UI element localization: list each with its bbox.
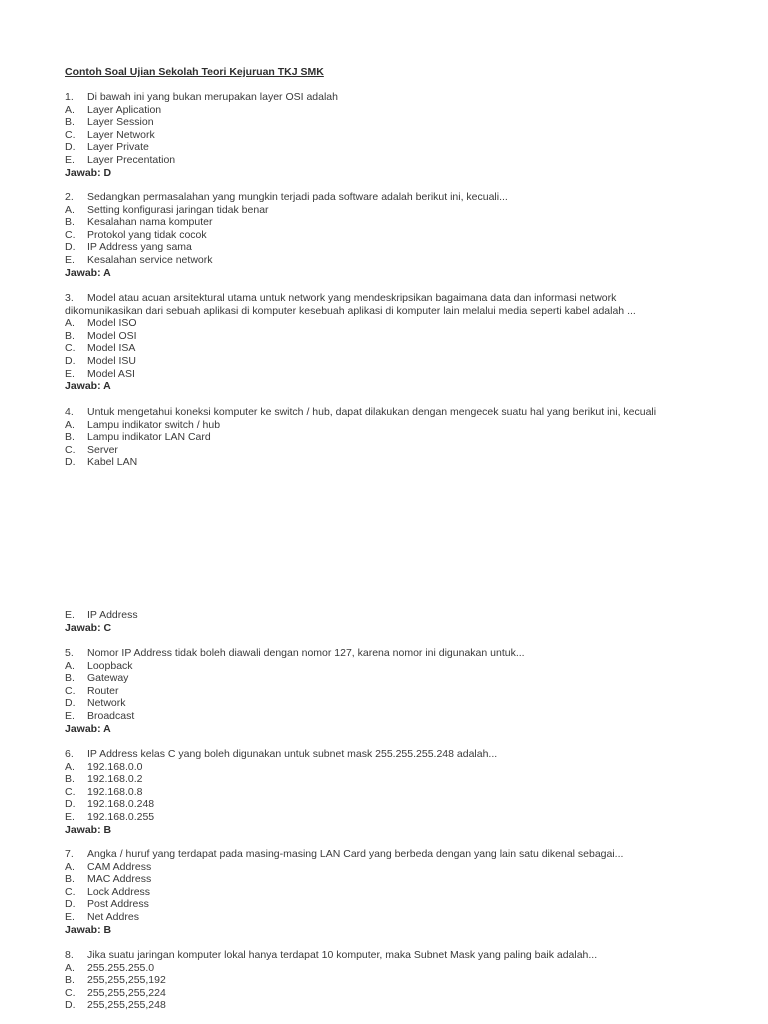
option-b [65, 116, 705, 129]
option-text: MAC Address [87, 873, 152, 886]
option-text: Layer Precentation [87, 153, 176, 166]
answer-key: Jawab: B [65, 923, 112, 936]
option-text: 255,255,255,192 [87, 974, 166, 987]
option-c [65, 786, 705, 799]
option-text: Lampu indikator switch / hub [87, 418, 221, 431]
option-text: Router [87, 684, 119, 697]
question-stem [65, 647, 705, 660]
question-3 [65, 292, 705, 393]
option-text: IP Address [87, 609, 138, 621]
option-letter: B. [65, 216, 75, 229]
question-stem [65, 91, 705, 104]
option-letter: A. [65, 103, 75, 116]
option-text: Broadcast [87, 709, 135, 722]
option-text: Layer Aplication [87, 103, 162, 116]
option-letter: A. [65, 317, 75, 330]
answer-key: Jawab: C [65, 621, 112, 634]
option-letter: C. [65, 342, 76, 355]
option-text: Model ISU [87, 354, 137, 367]
question-text: Nomor IP Address tidak boleh diawali dengan nomor 127, karena nomor ini digunakan untuk... [87, 647, 525, 659]
option-letter: E. [65, 910, 75, 923]
option-b [65, 873, 705, 886]
option-d [65, 999, 705, 1012]
option-letter: E. [65, 709, 75, 722]
option-text: 192.168.0.2 [87, 773, 143, 786]
option-b [65, 672, 705, 685]
option-text: Kesalahan nama komputer [87, 216, 213, 229]
option-letter: E. [65, 253, 75, 266]
option-letter: A. [65, 203, 75, 216]
question-text: Jika suatu jaringan komputer lokal hanya terdapat 10 komputer, maka Subnet Mask yang paling baik adalah... [87, 949, 598, 961]
option-letter: B. [65, 329, 75, 342]
option-letter: D. [65, 999, 76, 1012]
question-2 [65, 191, 705, 279]
question-text: Untuk mengetahui koneksi komputer ke switch / hub, dapat dilakukan dengan mengecek suatu hal yang berikut ini, kecuali [87, 406, 657, 418]
question-stem [65, 406, 705, 419]
option-letter: C. [65, 885, 76, 898]
option-a [65, 660, 705, 673]
question-8 [65, 949, 705, 1012]
option-text: 255,255,255,248 [87, 999, 166, 1012]
option-e [65, 368, 705, 381]
option-c [65, 342, 705, 355]
question-stem [65, 292, 705, 305]
option-text: Lock Address [87, 885, 151, 898]
question-text-continuation: dikomunikasikan dari sebuah aplikasi di komputer kesebuah aplikasi di komputer lain melalui media seperti kabel adalah ... [65, 304, 636, 317]
option-d [65, 355, 705, 368]
option-d [65, 697, 705, 710]
option-a [65, 761, 705, 774]
question-6 [65, 748, 705, 836]
question-text: Sedangkan permasalahan yang mungkin terjadi pada software adalah berikut ini, kecuali... [87, 191, 508, 203]
answer-key: Jawab: A [65, 266, 111, 279]
option-text: Net Addres [87, 910, 139, 923]
question-stem [65, 848, 705, 861]
option-d [65, 141, 705, 154]
option-text: 192.168.0.255 [87, 810, 155, 823]
option-c [65, 987, 705, 1000]
option-a [65, 419, 705, 432]
question-number: 5. [65, 647, 74, 659]
question-7 [65, 848, 705, 936]
question-number: 6. [65, 748, 74, 760]
option-letter: D. [65, 697, 76, 710]
option-text: Kabel LAN [87, 456, 138, 469]
option-b [65, 773, 705, 786]
option-letter: A. [65, 860, 75, 873]
option-c [65, 886, 705, 899]
option-letter: A. [65, 418, 75, 431]
option-letter: A. [65, 760, 75, 773]
option-b [65, 431, 705, 444]
option-text: Setting konfigurasi jaringan tidak benar [87, 203, 269, 216]
answer-key: Jawab: A [65, 722, 111, 735]
option-text: Layer Network [87, 128, 155, 141]
option-text: Layer Private [87, 141, 149, 154]
option-e [65, 609, 705, 622]
option-e [65, 254, 705, 267]
question-text: IP Address kelas C yang boleh digunakan untuk subnet mask 255.255.255.248 adalah... [87, 748, 498, 760]
option-letter: D. [65, 241, 76, 254]
option-d [65, 456, 705, 469]
answer-key: Jawab: B [65, 823, 112, 836]
option-e [65, 911, 705, 924]
option-text: IP Address yang sama [87, 241, 192, 254]
option-text: Network [87, 697, 126, 710]
option-letter: B. [65, 116, 75, 129]
option-letter: E. [65, 609, 75, 621]
option-text: Model OSI [87, 329, 137, 342]
question-4-continued [65, 609, 705, 634]
question-number: 1. [65, 91, 74, 103]
option-letter: C. [65, 443, 76, 456]
option-letter: D. [65, 798, 76, 811]
question-number: 3. [65, 292, 74, 304]
option-letter: D. [65, 354, 76, 367]
option-text: Lampu indikator LAN Card [87, 431, 211, 444]
question-number: 2. [65, 191, 74, 203]
option-text: Kesalahan service network [87, 253, 213, 266]
option-d [65, 241, 705, 254]
option-letter: B. [65, 672, 75, 685]
option-letter: B. [65, 431, 75, 444]
option-d [65, 798, 705, 811]
option-a [65, 962, 705, 975]
option-text: 255.255.255.0 [87, 961, 155, 974]
option-e [65, 811, 705, 824]
question-1 [65, 91, 705, 179]
option-text: Model ISO [87, 317, 137, 330]
option-d [65, 898, 705, 911]
option-text: 192.168.0.0 [87, 760, 143, 773]
option-letter: B. [65, 974, 75, 987]
option-a [65, 104, 705, 117]
option-letter: D. [65, 141, 76, 154]
option-letter: A. [65, 961, 75, 974]
option-text: CAM Address [87, 860, 152, 873]
option-letter: C. [65, 684, 76, 697]
document-title: Contoh Soal Ujian Sekolah Teori Kejuruan TKJ SMK [65, 66, 324, 78]
option-c [65, 229, 705, 242]
question-number: 7. [65, 848, 74, 860]
answer-key: Jawab: A [65, 380, 111, 393]
option-c [65, 444, 705, 457]
option-letter: C. [65, 785, 76, 798]
option-b [65, 216, 705, 229]
question-number: 4. [65, 406, 74, 418]
question-number: 8. [65, 949, 74, 961]
option-letter: E. [65, 367, 75, 380]
option-letter: E. [65, 810, 75, 823]
option-a [65, 317, 705, 330]
question-text: Di bawah ini yang bukan merupakan layer OSI adalah [87, 91, 338, 103]
option-text: Protokol yang tidak cocok [87, 228, 207, 241]
option-letter: C. [65, 986, 76, 999]
answer-key: Jawab: D [65, 166, 112, 179]
option-text: 192.168.0.8 [87, 785, 143, 798]
option-text: Post Address [87, 898, 149, 911]
option-e [65, 154, 705, 167]
question-text: Angka / huruf yang terdapat pada masing-masing LAN Card yang berbeda dengan yang lain satu dikenal sebagai... [87, 848, 624, 860]
option-text: Layer Session [87, 116, 154, 129]
option-letter: E. [65, 153, 75, 166]
option-text: 255,255,255,224 [87, 986, 166, 999]
option-letter: B. [65, 773, 75, 786]
option-b [65, 974, 705, 987]
option-letter: A. [65, 659, 75, 672]
option-text: Model ISA [87, 342, 136, 355]
option-c [65, 685, 705, 698]
option-a [65, 861, 705, 874]
option-b [65, 330, 705, 343]
question-stem [65, 949, 705, 962]
question-stem [65, 191, 705, 204]
option-a [65, 204, 705, 217]
option-text: Gateway [87, 672, 129, 685]
option-e [65, 710, 705, 723]
question-text: Model atau acuan arsitektural utama untuk network yang mendeskripsikan bagaimana data dan informasi network [87, 292, 617, 304]
option-text: Loopback [87, 659, 133, 672]
question-5 [65, 647, 705, 735]
option-text: 192.168.0.248 [87, 798, 155, 811]
option-text: Model ASI [87, 367, 135, 380]
option-letter: C. [65, 228, 76, 241]
option-c [65, 129, 705, 142]
option-letter: D. [65, 898, 76, 911]
option-letter: D. [65, 456, 76, 469]
question-stem [65, 748, 705, 761]
question-4 [65, 406, 705, 469]
option-text: Server [87, 443, 118, 456]
option-letter: C. [65, 128, 76, 141]
option-letter: B. [65, 873, 75, 886]
